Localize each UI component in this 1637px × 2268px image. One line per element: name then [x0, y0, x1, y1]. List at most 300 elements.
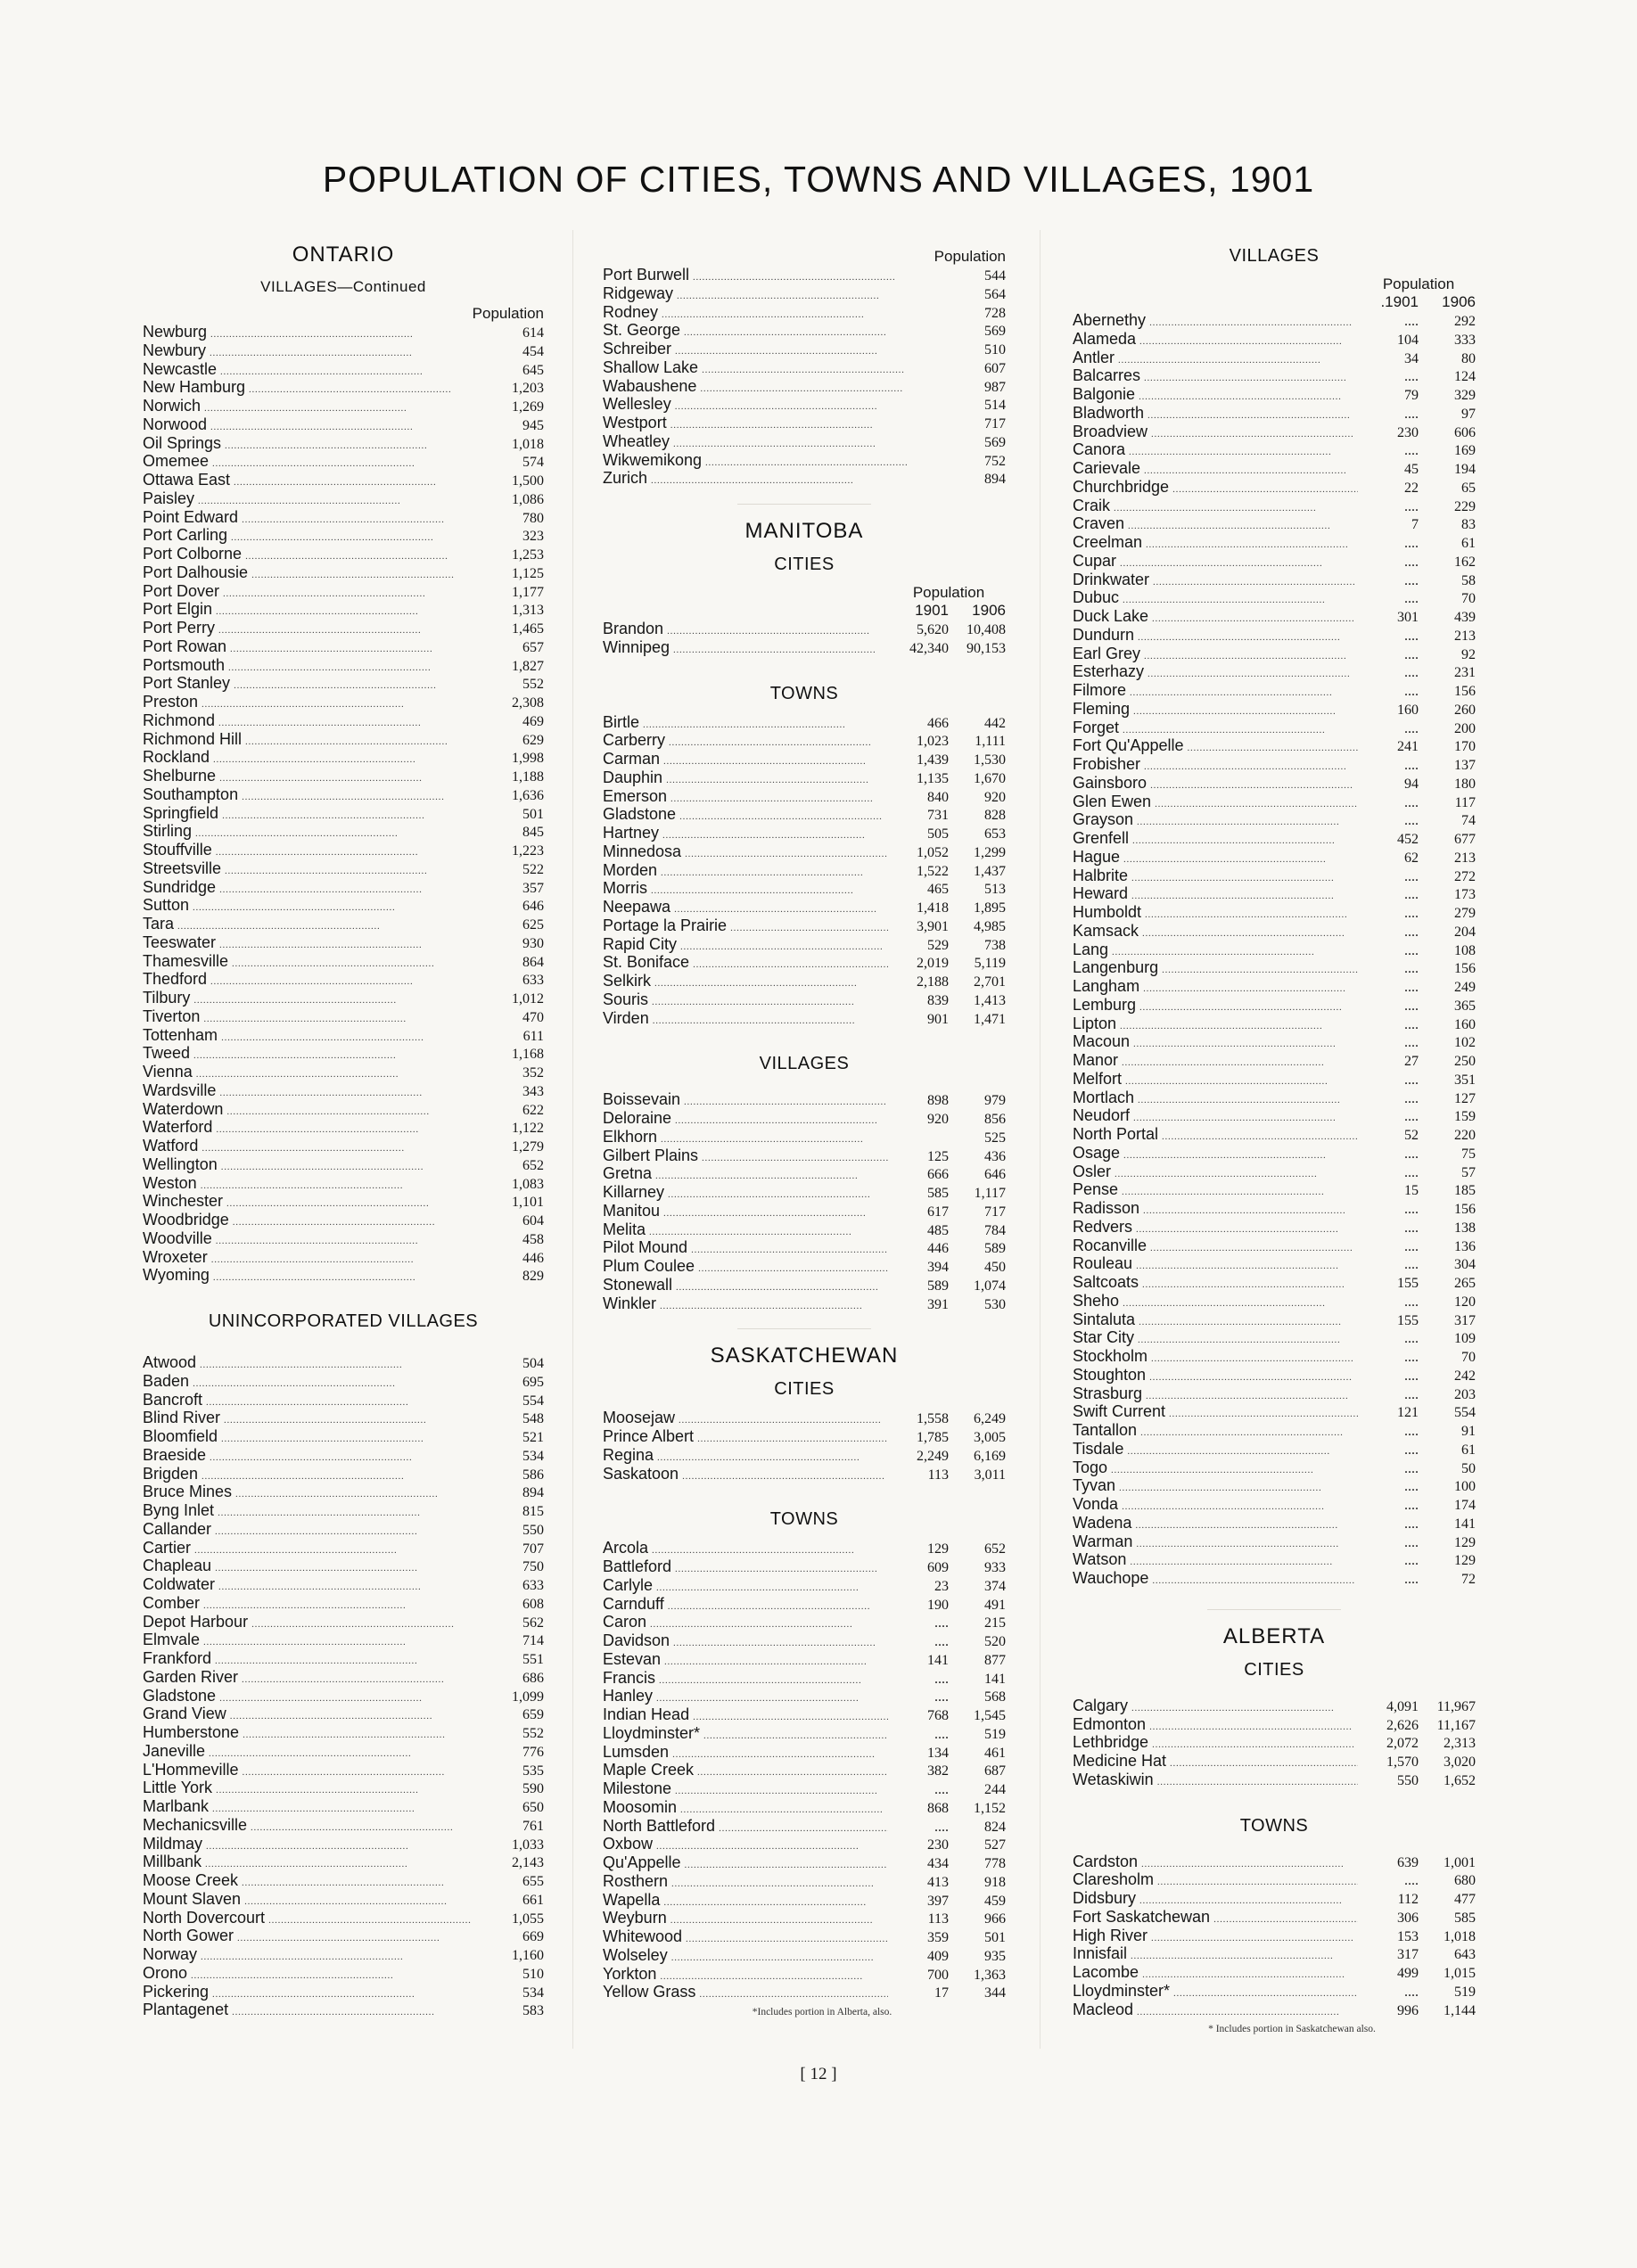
dot-leader: [1114, 497, 1358, 514]
population-value: 534: [522, 1448, 544, 1464]
dot-leader: [1137, 2001, 1358, 2018]
population-1906: 1,144: [1444, 2002, 1476, 2018]
saskatchewan-villages-list: [1073, 311, 1476, 1588]
dot-leader: [228, 656, 489, 674]
table-row: [143, 1501, 544, 1520]
place-name: Craik: [1073, 496, 1111, 514]
population-value: 2,143: [512, 1855, 544, 1871]
population-1906: 61: [1461, 536, 1476, 551]
place-name: Lemburg: [1073, 995, 1137, 1014]
population-1901: ....: [1404, 961, 1419, 977]
dot-leader: [651, 469, 950, 487]
year-label-1901: 1901: [915, 602, 949, 619]
place-name: Strasburg: [1073, 1384, 1143, 1402]
dot-leader: [651, 879, 888, 897]
population-1901: ....: [1404, 572, 1419, 588]
population-value: 504: [522, 1356, 544, 1371]
dot-leader: [225, 859, 489, 877]
population-1901: ....: [1404, 1090, 1419, 1106]
place-name: Mechanicsville: [143, 1815, 248, 1834]
manitoba-cities-list: [603, 620, 1006, 657]
table-row: [143, 1483, 544, 1501]
dot-leader: [218, 711, 489, 729]
place-name: Pickering: [143, 1982, 210, 2001]
table-row: [603, 805, 1006, 824]
place-name: Wheatley: [603, 431, 670, 450]
table-row: [603, 1613, 1006, 1631]
dot-leader: [1146, 533, 1358, 551]
population-1906: 677: [1454, 832, 1476, 847]
table-row: [603, 1294, 1006, 1313]
table-row: [143, 1835, 544, 1853]
section-heading-cities: CITIES: [1244, 1659, 1304, 1680]
place-name: Wardsville: [143, 1081, 217, 1099]
dot-leader: [235, 1483, 489, 1500]
dot-leader: [221, 1155, 489, 1173]
place-name: Port Stanley: [143, 674, 231, 693]
place-name: Canora: [1073, 440, 1126, 459]
population-value: 1,099: [512, 1689, 544, 1705]
table-row: [603, 1724, 1006, 1743]
place-name: Oxbow: [603, 1835, 654, 1853]
population-1906: 74: [1461, 813, 1476, 829]
place-name: Dubuc: [1073, 588, 1120, 607]
table-row: [143, 1446, 544, 1465]
population-1901: ....: [1404, 554, 1419, 570]
dot-leader: [671, 1946, 888, 1964]
dot-leader: [216, 600, 489, 618]
dot-leader: [675, 395, 950, 413]
table-row: [603, 1872, 1006, 1891]
place-name: Antler: [1073, 348, 1115, 366]
table-row: [143, 1118, 544, 1137]
dot-leader: [1151, 1347, 1358, 1365]
footnote: *Includes portion in Alberta, also.: [752, 2007, 893, 2017]
population-1906: 653: [984, 826, 1006, 842]
place-name: Lacombe: [1073, 1963, 1139, 1981]
dot-leader: [700, 377, 950, 395]
column-manitoba-saskatchewan: [603, 239, 1006, 2017]
table-row: [1073, 330, 1476, 349]
place-name: Wadena: [1073, 1513, 1132, 1532]
dot-leader: [191, 1964, 489, 1982]
place-name: North Dovercourt: [143, 1908, 266, 1927]
place-name: Chapleau: [143, 1557, 212, 1575]
population-value: 1,223: [512, 843, 544, 859]
table-row: [603, 1009, 1006, 1028]
population-1906: 108: [1454, 942, 1476, 958]
table-row: [143, 1871, 544, 1890]
place-name: Langham: [1073, 977, 1140, 995]
population-1906: 717: [984, 1204, 1006, 1220]
dot-leader: [649, 1220, 888, 1238]
table-row: [143, 471, 544, 489]
population-1901: 359: [927, 1930, 949, 1945]
population-1901: 141: [927, 1652, 949, 1668]
table-row: [1073, 1550, 1476, 1569]
place-name: Claresholm: [1073, 1870, 1155, 1889]
table-row: [143, 1631, 544, 1649]
population-1906: 1,299: [974, 844, 1006, 860]
table-row: [603, 432, 1006, 451]
population-value: 352: [522, 1065, 544, 1081]
table-row: [603, 1983, 1006, 2001]
dot-leader: [663, 750, 888, 768]
place-name: Melita: [603, 1220, 646, 1238]
population-1901: 391: [927, 1296, 949, 1312]
population-1901: ....: [1404, 314, 1419, 329]
population-1901: 241: [1397, 739, 1419, 755]
dot-leader: [205, 1853, 489, 1870]
dot-leader: [702, 1146, 888, 1164]
place-name: Gretna: [603, 1164, 653, 1183]
dot-leader: [669, 731, 888, 749]
dot-leader: [1123, 848, 1358, 866]
population-1901: ....: [1404, 924, 1419, 940]
dot-leader: [1119, 1476, 1358, 1494]
table-row: [143, 1816, 544, 1835]
population-1906: 920: [984, 789, 1006, 805]
place-name: Warman: [1073, 1532, 1133, 1550]
population-1906: 194: [1454, 462, 1476, 477]
population-1906: 117: [1454, 794, 1476, 810]
population-1901: ....: [1404, 1424, 1419, 1439]
population-1906: 109: [1454, 1331, 1476, 1347]
place-name: Port Colborne: [143, 545, 243, 563]
table-row: [603, 377, 1006, 396]
population-value: 1,465: [512, 621, 544, 637]
population-1906: 1,001: [1444, 1854, 1476, 1870]
section-heading-unincorporated-villages: UNINCORPORATED VILLAGES: [208, 1311, 479, 1331]
population-1901: 839: [927, 992, 949, 1008]
table-row: [1073, 996, 1476, 1015]
table-row: [143, 656, 544, 675]
dot-leader: [242, 1761, 489, 1779]
dot-leader: [215, 1520, 489, 1538]
dot-leader: [1141, 1853, 1358, 1870]
table-row: [603, 1109, 1006, 1128]
dot-leader: [1120, 552, 1358, 570]
population-value: 611: [522, 1028, 544, 1044]
population-1906: 141: [1454, 1516, 1476, 1532]
population-value: 522: [522, 861, 544, 877]
population-1906: 1,413: [974, 992, 1006, 1008]
place-name: Innisfail: [1073, 1944, 1128, 1963]
population-1901: 465: [927, 882, 949, 898]
population-value: 1,269: [512, 399, 544, 415]
population-1901: ....: [1404, 591, 1419, 607]
place-name: Heward: [1073, 884, 1129, 903]
dot-leader: [1155, 793, 1358, 810]
table-row: [603, 284, 1006, 303]
dot-leader: [232, 2001, 489, 2018]
table-row: [143, 1945, 544, 1964]
table-row: [603, 1409, 1006, 1427]
table-row: [1073, 1771, 1476, 1789]
table-row: [143, 896, 544, 915]
table-row: [143, 341, 544, 360]
dot-leader: [251, 1816, 489, 1834]
population-1901: ....: [1404, 1331, 1419, 1347]
table-row: [143, 378, 544, 397]
place-name: Wetaskiwin: [1073, 1770, 1154, 1788]
population-value: 894: [984, 472, 1006, 488]
population-value: 728: [984, 305, 1006, 321]
table-row: [603, 1965, 1006, 1984]
dot-leader: [663, 1202, 888, 1220]
population-1906: 244: [984, 1782, 1006, 1797]
dot-leader: [680, 935, 888, 953]
dot-leader: [1130, 1550, 1358, 1568]
place-name: Sundridge: [143, 877, 217, 896]
population-1901: 2,019: [917, 956, 949, 972]
dot-leader: [670, 1909, 888, 1927]
place-name: High River: [1073, 1926, 1148, 1944]
dot-leader: [657, 1446, 888, 1464]
table-row: [143, 1007, 544, 1026]
table-header: [1073, 275, 1476, 293]
place-name: Wauchope: [1073, 1569, 1149, 1587]
population-value: 552: [522, 1726, 544, 1741]
population-1906: 374: [984, 1578, 1006, 1594]
population-1901: ....: [1404, 1350, 1419, 1365]
population-1901: ....: [1404, 1164, 1419, 1180]
table-row: [603, 414, 1006, 432]
place-name: St. Boniface: [603, 953, 690, 972]
section-heading-villages-continued: VILLAGES—Continued: [260, 278, 426, 295]
place-name: Waterford: [143, 1118, 213, 1137]
place-name: Wolseley: [603, 1945, 668, 1964]
place-name: Port Carling: [143, 526, 228, 545]
population-1906: 4,985: [974, 918, 1006, 934]
table-header-years: [603, 602, 1006, 620]
population-1901: 1,558: [917, 1411, 949, 1427]
place-name: Battleford: [603, 1557, 672, 1575]
place-name: Osler: [1073, 1162, 1112, 1180]
dot-leader: [218, 1501, 489, 1519]
place-name: Moose Creek: [143, 1871, 239, 1889]
place-name: Portage la Prairie: [603, 916, 728, 934]
dot-leader: [1152, 607, 1358, 625]
table-row: [603, 1631, 1006, 1650]
table-row: [603, 731, 1006, 750]
population-1906: 180: [1454, 776, 1476, 792]
section-divider: [737, 1328, 871, 1329]
population-1906: 200: [1454, 720, 1476, 736]
place-name: Winchester: [143, 1192, 224, 1211]
place-name: Balgonie: [1073, 385, 1136, 403]
population-1906: 11,167: [1436, 1717, 1476, 1733]
dot-leader: [219, 767, 489, 785]
dot-leader: [215, 1557, 489, 1574]
place-name: Churchbridge: [1073, 477, 1170, 496]
table-row: [1073, 1889, 1476, 1908]
place-name: Woodville: [143, 1228, 212, 1247]
population-value: 780: [522, 510, 544, 526]
population-1906: 70: [1461, 1350, 1476, 1365]
population-value: 544: [984, 268, 1006, 284]
population-1906: 136: [1454, 1238, 1476, 1254]
place-name: Norwich: [143, 397, 202, 415]
population-1906: 436: [984, 1148, 1006, 1164]
table-row: [603, 1557, 1006, 1576]
dot-leader: [212, 452, 489, 470]
dot-leader: [222, 804, 489, 822]
table-row: [143, 878, 544, 897]
population-1906: 1,895: [974, 900, 1006, 916]
table-row: [603, 916, 1006, 935]
population-1901: 155: [1397, 1312, 1419, 1328]
section-heading-towns: TOWNS: [769, 1509, 839, 1530]
place-name: Lumsden: [603, 1742, 670, 1761]
place-name: Woodbridge: [143, 1211, 229, 1228]
table-row: [1073, 1733, 1476, 1752]
population-1906: 568: [984, 1689, 1006, 1705]
population-1901: ....: [1404, 1257, 1419, 1273]
population-label: Population: [912, 584, 985, 601]
population-1901: ....: [1404, 1479, 1419, 1495]
population-1906: 344: [984, 1985, 1006, 2001]
dot-leader: [1128, 514, 1358, 532]
table-row: [1073, 1944, 1476, 1963]
population-1901: 485: [927, 1222, 949, 1238]
population-value: 1,636: [512, 787, 544, 803]
population-1906: 242: [1454, 1368, 1476, 1384]
dot-leader: [1144, 459, 1358, 477]
population-1906: 365: [1454, 998, 1476, 1014]
place-name: Marlbank: [143, 1797, 210, 1815]
dot-leader: [233, 1211, 489, 1228]
population-1906: 652: [984, 1541, 1006, 1557]
table-row: [1073, 588, 1476, 607]
population-value: 752: [984, 453, 1006, 469]
place-name: Sheho: [1073, 1291, 1120, 1310]
table-row: [1073, 1697, 1476, 1715]
population-1901: 125: [927, 1148, 949, 1164]
dot-leader: [1143, 1199, 1358, 1217]
table-row: [1073, 1051, 1476, 1070]
dot-leader: [1148, 662, 1358, 680]
dot-leader: [1122, 1495, 1358, 1513]
table-row: [143, 545, 544, 563]
place-name: Oil Springs: [143, 433, 222, 452]
table-row: [1073, 977, 1476, 996]
place-name: Wroxeter: [143, 1247, 208, 1266]
population-value: 1,279: [512, 1139, 544, 1155]
population-1906: 90,153: [967, 640, 1006, 656]
dot-leader: [1123, 588, 1358, 606]
population-value: 945: [522, 417, 544, 433]
place-name: Wellington: [143, 1155, 218, 1173]
population-1906: 824: [984, 1819, 1006, 1835]
dot-leader: [663, 1891, 888, 1909]
population-1906: 65: [1461, 480, 1476, 496]
population-1906: 979: [984, 1093, 1006, 1109]
table-row: [143, 1613, 544, 1631]
place-name: Manor: [1073, 1051, 1119, 1069]
population-1906: 141: [984, 1671, 1006, 1687]
population-1906: 606: [1454, 424, 1476, 440]
population-1901: ....: [934, 1726, 949, 1742]
population-1906: 680: [1454, 1873, 1476, 1889]
place-name: Tilbury: [143, 989, 191, 1007]
place-name: Brandon: [603, 620, 664, 637]
dot-leader: [675, 1109, 888, 1127]
place-name: Deloraine: [603, 1109, 672, 1127]
place-name: Southampton: [143, 785, 239, 803]
dot-leader: [1149, 1366, 1358, 1384]
population-value: 1,012: [512, 991, 544, 1007]
population-1901: 153: [1397, 1928, 1419, 1944]
population-1906: 1,437: [974, 863, 1006, 879]
population-1901: 409: [927, 1948, 949, 1964]
population-1901: 617: [927, 1204, 949, 1220]
place-name: Macleod: [1073, 2000, 1134, 2018]
dot-leader: [675, 1557, 888, 1575]
place-name: New Hamburg: [143, 378, 246, 397]
table-row: [1073, 848, 1476, 867]
table-row: [1073, 1366, 1476, 1385]
table-row: [603, 842, 1006, 861]
dot-leader: [1133, 1106, 1358, 1124]
table-row: [603, 1705, 1006, 1724]
population-1901: 529: [927, 937, 949, 953]
place-name: Neepawa: [603, 898, 671, 916]
table-row: [603, 1220, 1006, 1239]
table-row: [143, 674, 544, 693]
population-value: 1,203: [512, 381, 544, 397]
alberta-cities-list: [1073, 1697, 1476, 1789]
population-1906: 585: [1454, 1910, 1476, 1926]
table-row: [143, 1705, 544, 1723]
dot-leader: [216, 841, 489, 859]
table-row: [603, 620, 1006, 638]
place-name: North Gower: [143, 1927, 234, 1945]
year-label-1906: 1906: [972, 602, 1006, 619]
table-row: [1073, 423, 1476, 441]
place-name: Schreiber: [603, 340, 672, 357]
place-name: Vienna: [143, 1063, 193, 1081]
population-1906: 229: [1454, 498, 1476, 514]
population-1901: ....: [1404, 998, 1419, 1014]
dot-leader: [643, 713, 888, 731]
population-1901: ....: [1404, 720, 1419, 736]
place-name: Frankford: [143, 1649, 212, 1667]
dot-leader: [684, 321, 950, 339]
table-row: [1073, 1459, 1476, 1477]
table-row: [1073, 1292, 1476, 1311]
table-row: [143, 693, 544, 711]
table-row: [603, 1669, 1006, 1688]
population-value: 987: [984, 379, 1006, 395]
table-row: [603, 953, 1006, 972]
table-row: [143, 1372, 544, 1391]
place-name: Lloydminster*: [603, 1723, 701, 1742]
population-value: 548: [522, 1411, 544, 1427]
dot-leader: [195, 822, 489, 840]
table-row: [143, 1155, 544, 1174]
population-1901: 466: [927, 715, 949, 731]
dot-leader: [1153, 571, 1358, 588]
table-row: [143, 1100, 544, 1119]
place-name: Radisson: [1073, 1199, 1140, 1217]
section-heading-cities: CITIES: [774, 555, 835, 574]
table-row: [1073, 736, 1476, 755]
dot-leader: [201, 1174, 489, 1192]
population-value: 454: [522, 343, 544, 359]
place-name: Newburg: [143, 323, 208, 341]
table-row: [1073, 1908, 1476, 1927]
